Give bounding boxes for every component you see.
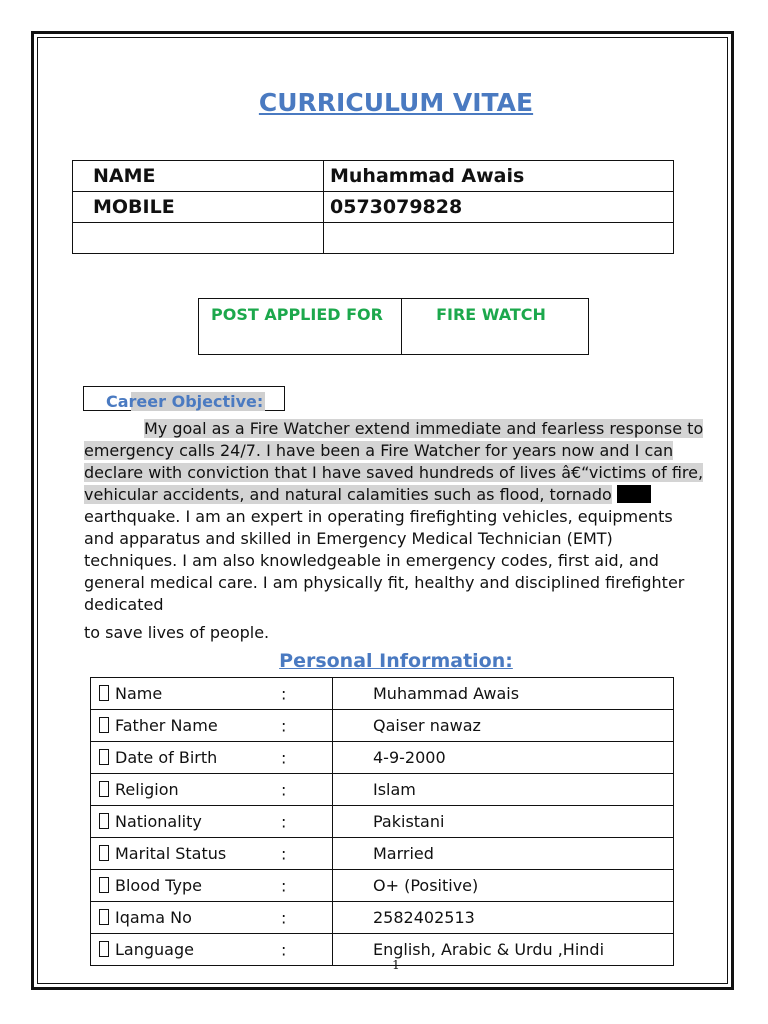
table-row [91, 678, 674, 710]
career-objective-heading: Career Objective: [106, 392, 264, 411]
info-value: Islam [333, 774, 674, 806]
info-label-cell [91, 902, 333, 934]
info-separator: : [281, 940, 287, 959]
redaction-block [617, 485, 651, 503]
info-label: Marital Status [115, 844, 227, 863]
bullet-box-icon [99, 749, 109, 765]
bullet-box-icon [99, 781, 109, 797]
info-label-cell [91, 678, 333, 710]
table-row [91, 870, 674, 902]
table-row [73, 192, 674, 223]
document-title: CURRICULUM VITAE [258, 88, 534, 117]
bullet-box-icon [99, 941, 109, 957]
info-label-cell [91, 742, 333, 774]
info-separator: : [281, 684, 287, 703]
info-label: Nationality [115, 812, 202, 831]
table-row [91, 806, 674, 838]
mobile-label: MOBILE [73, 192, 324, 223]
info-value: O+ (Positive) [333, 870, 674, 902]
bullet-box-icon [99, 845, 109, 861]
objective-text-part3: to save lives of people. [84, 623, 270, 642]
info-label: Date of Birth [115, 748, 218, 767]
info-value: Qaiser nawaz [333, 710, 674, 742]
bullet-box-icon [99, 717, 109, 733]
post-applied-label: POST APPLIED FOR [199, 299, 402, 355]
info-separator: : [281, 876, 287, 895]
name-value: Muhammad Awais [324, 161, 674, 192]
info-label: Name [115, 684, 163, 703]
bullet-box-icon [99, 909, 109, 925]
info-label: Iqama No [115, 908, 192, 927]
name-label: NAME [73, 161, 324, 192]
table-row [199, 299, 589, 355]
info-value: 4-9-2000 [333, 742, 674, 774]
table-row [73, 161, 674, 192]
info-label: Father Name [115, 716, 218, 735]
info-value: Muhammad Awais [333, 678, 674, 710]
info-label-cell [91, 710, 333, 742]
info-label-cell [91, 806, 333, 838]
info-separator: : [281, 780, 287, 799]
info-label: Blood Type [115, 876, 202, 895]
empty-cell [73, 223, 324, 254]
info-value: English, Arabic & Urdu ,Hindi [333, 934, 674, 966]
table-row [91, 902, 674, 934]
bullet-box-icon [99, 813, 109, 829]
info-value: Married [333, 838, 674, 870]
post-applied-table [198, 298, 589, 355]
info-label-cell [91, 870, 333, 902]
info-label: Language [115, 940, 194, 959]
objective-text-part1: My goal as a Fire Watcher extend immediate and fearless response to emergency calls 24/7. I have been a Fire Watcher for years now and I can declare with conviction that I have saved hundreds of lives â€“victims of fire, vehicular accidents, and natural calamities such as flood, tornado [84, 419, 704, 504]
table-row [73, 223, 674, 254]
mobile-value: 0573079828 [324, 192, 674, 223]
info-value: 2582402513 [333, 902, 674, 934]
objective-text-part2: earthquake. I am an expert in operating firefighting vehicles, equipments and apparatus and skilled in Emergency Medical Technician (EMT) techniques. I am also knowledgeable in emergency codes, first aid, and general medical care. I am physically fit, healthy and disciplined firefighter dedicated [84, 507, 685, 614]
bullet-box-icon [99, 685, 109, 701]
info-separator: : [281, 844, 287, 863]
info-separator: : [281, 716, 287, 735]
info-separator: : [281, 812, 287, 831]
table-row [91, 710, 674, 742]
info-separator: : [281, 908, 287, 927]
info-separator: : [281, 748, 287, 767]
page-number: 1 [392, 958, 400, 972]
info-label: Religion [115, 780, 179, 799]
bullet-box-icon [99, 877, 109, 893]
table-row [91, 742, 674, 774]
info-value: Pakistani [333, 806, 674, 838]
table-row [91, 838, 674, 870]
personal-info-table [90, 677, 674, 966]
info-label-cell [91, 774, 333, 806]
table-row [91, 774, 674, 806]
info-label-cell [91, 838, 333, 870]
personal-info-heading: Personal Information: [279, 650, 513, 672]
career-objective-text [84, 418, 704, 644]
identity-table [72, 160, 674, 254]
empty-cell [324, 223, 674, 254]
post-applied-value: FIRE WATCH [402, 299, 589, 355]
